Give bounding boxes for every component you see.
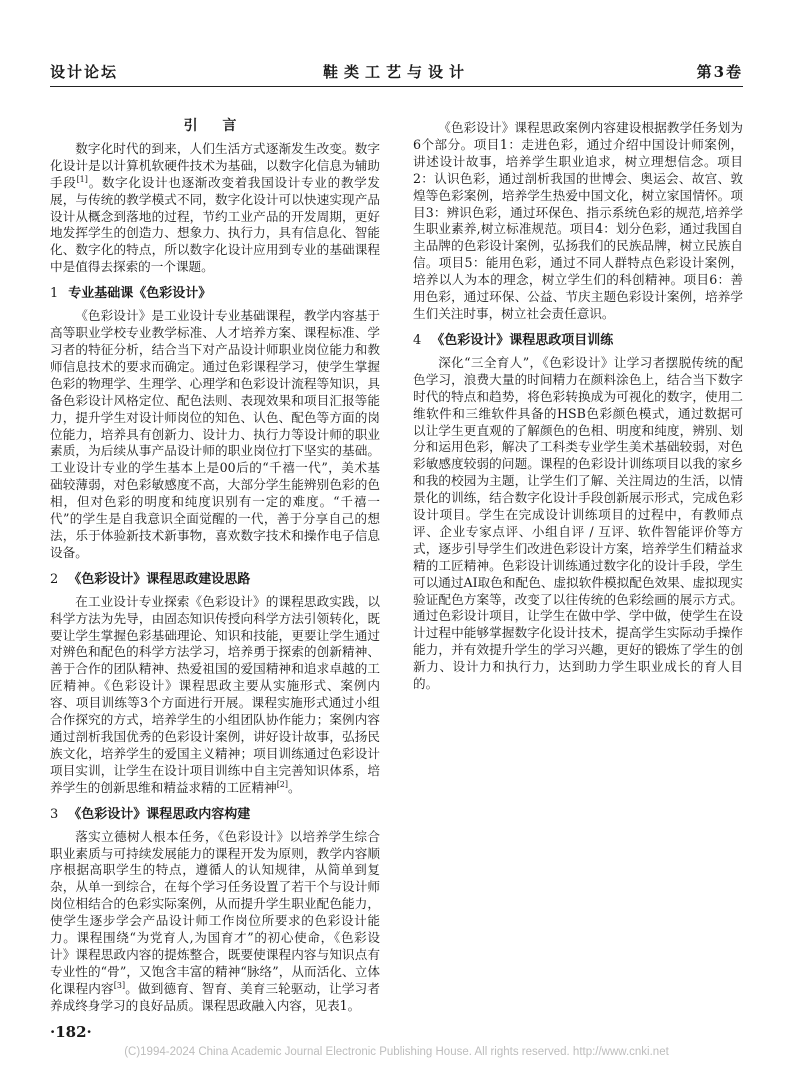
- intro-heading: 引 言: [183, 118, 247, 134]
- intro-paragraph: 数字化时代的到来，人们生活方式逐渐发生改变。数字化设计是以计算机软硬件技术为基础，以数字化信息为辅助手段[1]。数字化设计也逐渐改变着我国设计专业的教学发展，与传统的教学模式不同，数字化设计可以快速实现产品设计从概念到落地的过程，节约工业产品的开发周期，更好地发挥学生的创造力、想象力、执行力，具有信息化、智能化、数字化的特点，所以数字化设计应用到专业的基础课程中是值得去探索的一个课题。: [50, 140, 381, 275]
- journal-title: 鞋类工艺与设计: [322, 63, 470, 81]
- section-3-heading: 3 《色彩设计》课程思政内容构建: [50, 806, 251, 822]
- page-number: ·182·: [50, 1023, 92, 1041]
- right-column: [413, 120, 743, 693]
- section-2-paragraph: 在工业设计专业探索《色彩设计》的课程思政实践，以科学方法为先导，由固态知识传授向科学方法引领转化，既要让学生掌握色彩基础理论、知识和技能，更要让学生通过对辨色和配色的科学方法学习，培养勇于探索的创新精神、善于合作的团队精神、热爱祖国的爱国精神和追求卓越的工匠精神。《色彩设计》课程思政主要从实施形式、案例内容、项目训练等3个方面进行开展。课程实施形式通过小组合作探究的方式，培养学生的小组团队协作能力；案例内容通过剖析我国优秀的色彩设计案例，讲好设计故事，弘扬民族文化，培养学生的爱国主义精神；项目训练通过色彩设计项目实训，让学生在设计项目训练中自主完善知识体系，培养学生的创新思维和精益求精的工匠精神[2]。: [50, 593, 380, 795]
- section-1-paragraph: 《色彩设计》是工业设计专业基础课程，教学内容基于高等职业学校专业教学标准、人才培养方案、课程标准、学习者的特征分析，结合当下对产品设计师职业岗位能力和教师信息技术的要求而确定。通过色彩课程学习，使学生掌握色彩的物理学、生理学、心理学和色彩设计流程等知识，具备色彩设计风格定位、配色法则、表现效果和项目汇报等能力，提升学生对设计师岗位的知色、认色、配色等方面的岗位能力，培养具有创新力、设计力、执行力等设计师的职业素质，为后续从事产品设计师的职业岗位打下坚实的基础。工业设计专业的学生基本上是00后的“千禧一代”，美术基础较薄弱，对色彩敏感度不高，大部分学生能辨别色彩的色相，但对色彩的明度和纯度识别有一定的难度。“千禧一代”的学生是自我意识全面觉醒的一代，善于分享自己的想法，乐于体验新技术新事物，喜欢数字技术和操作电子信息设备。: [50, 308, 380, 560]
- citation-ref[interactable]: [3]: [113, 980, 126, 990]
- left-column: [50, 118, 380, 1015]
- running-header: [50, 58, 743, 86]
- copyright-footer: (C)1994-2024 China Academic Journal Electronic Publishing House. All rights reserved. http://www.cnki.net: [124, 1046, 669, 1058]
- section-2-heading: 2 《色彩设计》课程思政建设思路: [50, 571, 251, 587]
- header-rule: [50, 86, 743, 87]
- section-3-paragraph-1: 落实立德树人根本任务，《色彩设计》以培养学生综合职业素质与可持续发展能力的课程开发为原则，教学内容顺序根据高职学生的特点，遵循人的认知规律，从简单到复杂，从单一到综合，在每个学习任务设置了若干个与设计师岗位相结合的色彩实际案例，从而提升学生职业配色能力，使学生逐步学会产品设计师工作岗位所要求的色彩设计能力。课程围绕“为党育人,为国育才”的初心使命，《色彩设计》课程思政内容的提炼整合，既要使课程内容与知识点有专业性的“骨”，又饱含丰富的精神“脉络”，从而活化、立体化课程内容[3]。做到德育、智育、美育三轮驱动，让学习者养成终身学习的良好品质。课程思政融入内容，见表1。: [50, 828, 381, 1013]
- journal-section: 设计论坛: [50, 63, 119, 81]
- citation-ref[interactable]: [1]: [76, 174, 88, 184]
- citation-ref[interactable]: [2]: [276, 779, 289, 789]
- section-1-heading: 1 专业基础课《色彩设计》: [50, 286, 212, 302]
- section-3-paragraph-2: 《色彩设计》课程思政案例内容建设根据教学任务划为6个部分。项目1：走进色彩，通过介绍中国设计师案例，讲述设计故事，培养学生职业追求，树立理想信念。项目2：认识色彩，通过剖析我国的世博会、奥运会、故宫、敦煌等色彩案例，培养学生热爱中国文化，树立家国情怀。项目3：辨识色彩，通过环保色、指示系统色彩的规范,培养学生职业素养,树立标准规范。项目4：划分色彩，通过我国自主品牌的色彩设计案例，弘扬我们的民族品牌，树立民族自信。项目5：能用色彩，通过不同人群特点色彩设计案例，培养以人为本的理念，树立学生们的科创精神。项目6：善用色彩，通过环保、公益、节庆主题色彩设计案例，培养学生们关注时事，树立社会责任意识。: [413, 120, 743, 321]
- section-4-heading: 4 《色彩设计》课程思政项目训练: [413, 332, 614, 348]
- volume-label: 第3卷: [696, 63, 743, 81]
- section-4-paragraph: 深化“三全育人”，《色彩设计》让学习者摆脱传统的配色学习，浪费大量的时间精力在颜料涂色上，结合当下数字时代的特点和趋势，将色彩转换成为可视化的数字，使用二维软件和三维软件具备的HSB色彩颜色模式，通过数据可以让学生更直观的了解颜色的色相、明度和纯度，辨别、划分和运用色彩，解决了工科类专业学生美术基础较弱，对色彩敏感度较弱的问题。课程的色彩设计训练项目以我的家乡和我的校园为主题，让学生们了解、关注周边的生活，以情景化的训练，结合数字化设计手段创新展示形式，完成色彩设计项目。学生在完成设计训练项目的过程中，有教师点评、企业专家点评、小组自评 / 互评、软件智能评价等方式，逐步引导学生们改进色彩设计方案，培养学生们精益求精的工匠精神。色彩设计训练通过数字化的设计手段，学生可以通过AI取色和配色、虚拟软件模拟配色效果、虚拟现实验证配色方案等，改变了以往传统的色彩绘画的展示方式。通过色彩设计项目，让学生在做中学、学中做，使学生在设计过程中能够掌握数字化设计技术，提高学生实际动手操作能力，并有效提升学生的学习兴趣，更好的锻炼了学生的创新力、设计力和执行力，达到助力学生职业成长的育人目的。: [413, 354, 743, 692]
